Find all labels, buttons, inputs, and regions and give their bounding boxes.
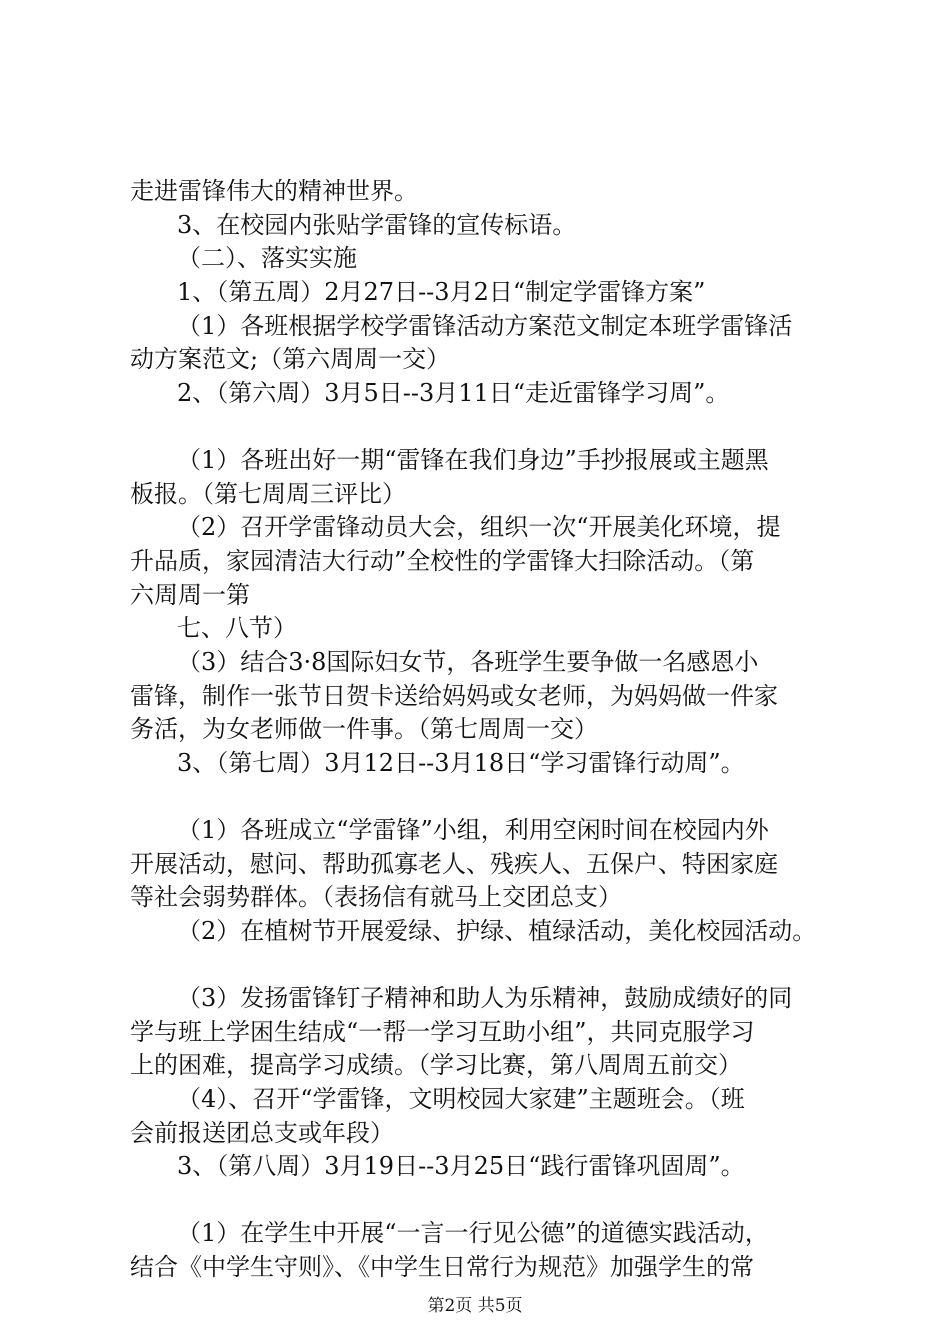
text-line: 板报。（第七周周三评比） — [130, 480, 406, 508]
text-line: （1）在学生中开展“一言一行见公德”的道德实践活动， — [177, 1219, 769, 1247]
text-line: （二）、落实实施 — [177, 244, 357, 272]
text-line: 七、八节） — [177, 614, 297, 642]
text-line: 3、在校园内张贴学雷锋的宣传标语。 — [177, 211, 577, 239]
text-line: （3）结合3·8国际妇女节，各班学生要争做一名感恩小 — [177, 648, 759, 676]
text-line: （1）各班成立“学雷锋”小组，利用空闲时间在校园内外 — [177, 816, 769, 844]
text-line: （2）召开学雷锋动员大会，组织一次“开展美化环境，提 — [177, 513, 781, 541]
text-line: 3、（第八周）3月19日--3月25日“践行雷锋巩固周”。 — [177, 1152, 745, 1180]
text-line: 雷锋，制作一张节日贺卡送给妈妈或女老师，为妈妈做一件家 — [130, 682, 778, 710]
text-line: （1）各班根据学校学雷锋活动方案范文制定本班学雷锋活 — [177, 312, 793, 340]
text-line: （4）、召开“学雷锋，文明校园大家建”主题班会。（班 — [177, 1085, 745, 1113]
text-line: 等社会弱势群体。（表扬信有就马上交团总支） — [130, 883, 622, 911]
text-line: 结合《中学生守则》、《中学生日常行为规范》加强学生的常 — [130, 1253, 754, 1281]
text-line: 2、（第六周）3月5日--3月11日“走近雷锋学习周”。 — [177, 379, 730, 407]
text-line: 3、（第七周）3月12日--3月18日“学习雷锋行动周”。 — [177, 749, 745, 777]
text-line: 务活，为女老师做一件事。（第七周周一交） — [130, 715, 598, 743]
text-line: 上的困难，提高学习成绩。（学习比赛，第八周周五前交） — [130, 1051, 742, 1079]
text-line: 开展活动，慰问、帮助孤寡老人、残疾人、五保户、特困家庭 — [130, 850, 778, 878]
page-indicator: 第2页 共5页 — [427, 1296, 523, 1316]
text-line: 1、（第五周）2月27日--3月2日“制定学雷锋方案” — [177, 278, 706, 306]
text-line: 学与班上学困生结成“一帮一学习互助小组”，共同克服学习 — [130, 1018, 755, 1046]
text-line: 升品质，家园清洁大行动”全校性的学雷锋大扫除活动。（第 — [130, 547, 755, 575]
text-line: 走进雷锋伟大的精神世界。 — [130, 177, 418, 205]
text-line: （1）各班出好一期“雷锋在我们身边”手抄报展或主题黑 — [177, 446, 769, 474]
text-line: （3）发扬雷锋钉子精神和助人为乐精神，鼓励成绩好的同 — [177, 984, 793, 1012]
text-line: 会前报送团总支或年段） — [130, 1119, 394, 1147]
text-line: 动方案范文;（第六周周一交） — [130, 345, 451, 373]
text-line: （2）在植树节开展爱绿、护绿、植绿活动，美化校园活动。 — [177, 917, 817, 945]
text-line: 六周周一第 — [130, 581, 250, 609]
